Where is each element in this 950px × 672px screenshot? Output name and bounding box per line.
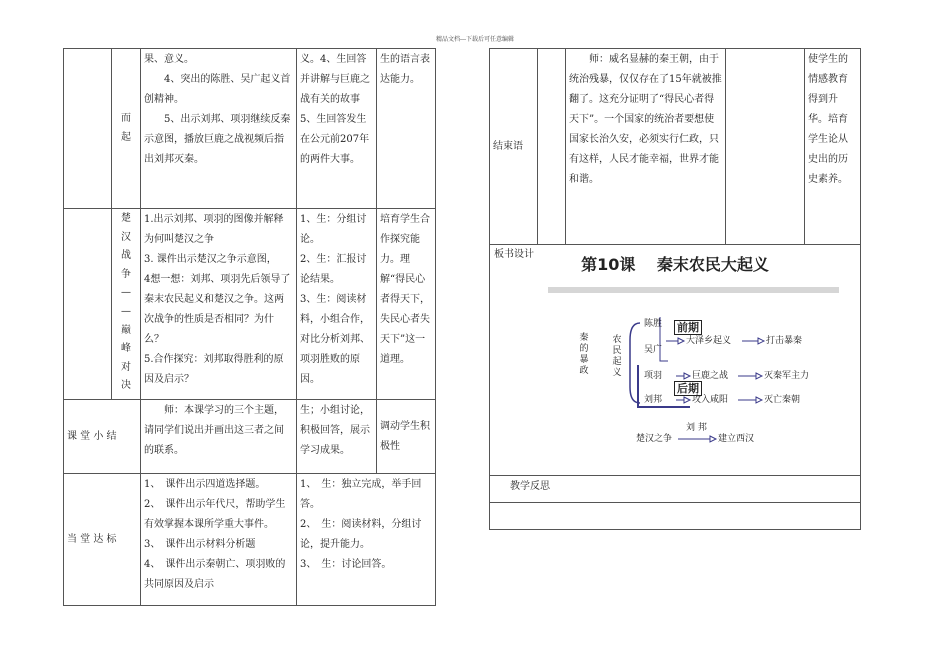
design-intent-cell: 调动学生积极性 — [377, 400, 436, 474]
empty-cell — [64, 49, 112, 209]
design-intent-cell: 培育学生合作探究能力。理解“得民心者得天下，失民心者失天下”这一道理。 — [377, 209, 436, 400]
qin-tyranny-label: 秦 的 暴 政 — [579, 333, 589, 376]
julu-battle-label: 巨鹿之战 — [692, 371, 729, 381]
empty-cell — [726, 49, 805, 245]
early-phase-tag: 前期 — [674, 320, 702, 335]
board-design-label: 板书设计 — [494, 249, 534, 260]
empty-cell — [538, 49, 566, 245]
stage-char: 对 — [121, 361, 131, 373]
liu-bang-label: 刘邦 — [644, 395, 663, 405]
chen-sheng-label: 陈胜 — [644, 319, 663, 329]
design-intent-cell: 生的语言表达能力。 — [377, 49, 436, 209]
stage-char: 战 — [121, 250, 131, 262]
stage-char: 而 — [121, 112, 131, 124]
page-header-note: 精品文档---下载后可任意编辑 — [435, 36, 515, 43]
ending-teacher-cell: 师：威名显赫的秦王朝，由于统治残暴，仅仅存在了15年就被推翻了。这充分证明了“得民心者得天下”。一个国家的统治者要想使国家长治久安，必须实行仁政，只有这样，人民才能幸福，世界才能和谐。 — [566, 49, 726, 245]
stage-char: 起 — [121, 131, 131, 143]
teacher-activity-cell: 1、 课件出示四道选择题。 2、 课件出示年代尺，帮助学生有效掌握本课所学重大事件。 3、 课件出示材料分析题 4、 课件出示秦朝亡、项羽败的共同原因及启示 — [141, 474, 297, 606]
table-row — [490, 49, 861, 245]
ending-design-cell: 使学生的情感教育得到升华。培育学生论从史出的历史素养。 — [805, 49, 861, 245]
wu-guang-label: 吴广 — [644, 345, 663, 355]
stage-char: 峰 — [121, 343, 131, 355]
teacher-activity-cell: 1.出示刘邦、项羽的图像并解释为何叫楚汉之争 3. 课件出示楚汉之争示意图， 4想一想：刘邦、项羽先后领导了秦末农民起义和楚汉之争。这两次战争的性质是否相同？为什么？ 5.合作探究：刘邦取得胜利的原因及启示？ — [141, 209, 297, 400]
stage-cell-target: 当 堂 达 标 — [64, 474, 141, 606]
end-qin-label: 灭亡秦朝 — [764, 395, 801, 405]
reflection-label — [490, 476, 861, 503]
enter-xianyang-label: 攻入咸阳 — [692, 395, 729, 405]
student-activity-cell: 义。4、生回答并讲解与巨鹿之战有关的故事 5、生回答发生在公元前207年的两件大事。 — [297, 49, 377, 209]
late-phase-tag: 后期 — [674, 381, 702, 396]
dazexiang-label: 大泽乡起义 — [686, 336, 732, 346]
student-activity-cell: 生；小组讨论，积极回答，展示学习成果。 — [297, 400, 377, 474]
reflection-label-text: 教学反思 — [510, 481, 550, 492]
establish-xihan-label: 建立西汉 — [718, 434, 755, 444]
board-design — [490, 245, 860, 475]
liu-bang-arrow-label: 刘 邦 — [686, 423, 707, 433]
table-row — [64, 400, 436, 474]
empty-cell — [64, 209, 112, 400]
stage-char: 汉 — [121, 231, 131, 243]
ending-label: 结束语 — [490, 49, 538, 245]
stage-char: — — [121, 305, 131, 317]
lesson-plan-table-right — [489, 48, 861, 530]
table-row — [64, 49, 436, 209]
peasant-uprising-label: 农 民 起 义 — [612, 335, 622, 378]
student-activity-cell: 1、生：分组讨论。 2、生：汇报讨论结果。 3、生：阅读材料，小组合作，对比分析刘邦、项羽胜败的原因。 — [297, 209, 377, 400]
xiang-yu-label: 项羽 — [644, 371, 663, 381]
table-row — [64, 474, 436, 606]
student-activity-cell: 1、 生：独立完成，举手回答。 2、 生：阅读材料，分组讨论，提升能力。 3、 生：讨论回答。 — [297, 474, 436, 606]
board-diagram-lines — [490, 245, 861, 475]
table-row — [490, 245, 861, 476]
teacher-activity-cell: 师：本课学习的三个主题，请同学们说出并画出这三者之间的联系。 — [141, 400, 297, 474]
stage-char: 巅 — [121, 324, 131, 336]
table-row — [490, 476, 861, 503]
stage-char: 决 — [121, 380, 131, 392]
board-design-cell — [490, 245, 861, 476]
table-row — [490, 503, 861, 530]
table-row — [64, 209, 436, 400]
chuhan-war-label: 楚汉之争 — [636, 434, 673, 444]
stage-char: 争 — [121, 268, 131, 280]
stage-char: 楚 — [121, 213, 131, 224]
reflection-blank-row — [490, 503, 861, 530]
stage-cell-chuhan — [112, 209, 141, 400]
stage-cell-summary: 课 堂 小 结 — [64, 400, 141, 474]
stage-cell-erqi — [112, 49, 141, 209]
teacher-activity-cell: 果、意义。 4、突出的陈胜、吴广起义首创精神。 5、出示刘邦、项羽继续反秦示意图，播放巨鹿之战视频后指出刘邦灭秦。 — [141, 49, 297, 209]
stage-char: — — [121, 287, 131, 299]
board-title: 第10课 秦末农民大起义 — [581, 255, 769, 274]
defeat-qin-army-label: 灭秦军主力 — [764, 371, 810, 381]
strike-qin-label: 打击暴秦 — [766, 336, 803, 346]
lesson-plan-table-left — [63, 48, 436, 606]
